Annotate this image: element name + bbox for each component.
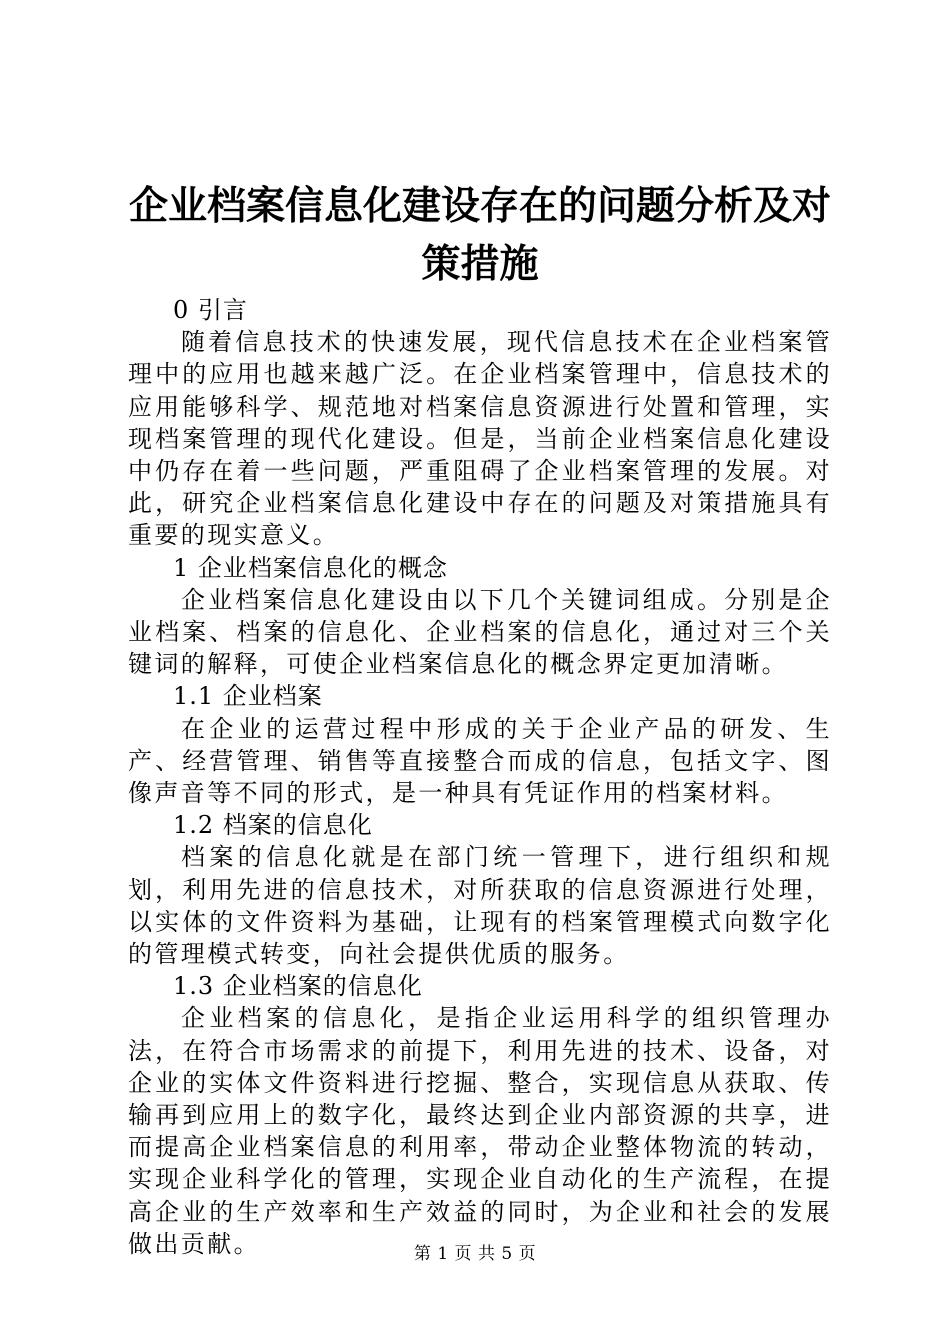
section-heading-1: 1 企业档案信息化的概念	[173, 553, 448, 582]
section-heading-1-2: 1.2 档案的信息化	[173, 811, 373, 840]
paragraph-1: 企业档案信息化建设由以下几个关键词组成。分别是企业档案、档案的信息化、企业档案的信息化，通过对三个关键词的解释，可使企业档案信息化的概念界定更加清晰。	[128, 585, 832, 679]
document-title: 企业档案信息化建设存在的问题分析及对策措施	[128, 184, 831, 287]
section-heading-1-1: 1.1 企业档案	[173, 682, 323, 711]
document-body	[128, 294, 832, 1260]
paragraph-1-3: 企业档案的信息化，是指企业运用科学的组织管理办法，在符合市场需求的前提下，利用先进的技术、设备，对企业的实体文件资料进行挖掘、整合，实现信息从获取、传输再到应用上的数字化，最终达到企业内部资源的共享，进而提高企业档案信息的利用率，带动企业整体物流的转动，实现企业科学化的管理，实现企业自动化的生产流程，在提高企业的生产效率和生产效益的同时，为企业和社会的发展做出贡献。	[128, 1004, 832, 1258]
paragraph-intro: 随着信息技术的快速发展，现代信息技术在企业档案管理中的应用也越来越广泛。在企业档案管理中，信息技术的应用能够科学、规范地对档案信息资源进行处置和管理，实现档案管理的现代化建设。但是，当前企业档案信息化建设中仍存在着一些问题，严重阻碍了企业档案管理的发展。对此，研究企业档案信息化建设中存在的问题及对策措施具有重要的现实意义。	[128, 328, 832, 550]
page-footer: 第 1 页 共 5 页	[413, 1244, 537, 1264]
section-heading-intro: 0 引言	[173, 296, 248, 324]
paragraph-1-1: 在企业的运营过程中形成的关于企业产品的研发、生产、经营管理、销售等直接整合而成的信息，包括文字、图像声音等不同的形式，是一种具有凭证作用的档案材料。	[128, 714, 832, 808]
section-heading-1-3: 1.3 企业档案的信息化	[173, 972, 423, 1001]
paragraph-1-2: 档案的信息化就是在部门统一管理下，进行组织和规划，利用先进的信息技术，对所获取的信息资源进行处理，以实体的文件资料为基础，让现有的档案管理模式向数字化的管理模式转变，向社会提供优质的服务。	[128, 843, 832, 969]
